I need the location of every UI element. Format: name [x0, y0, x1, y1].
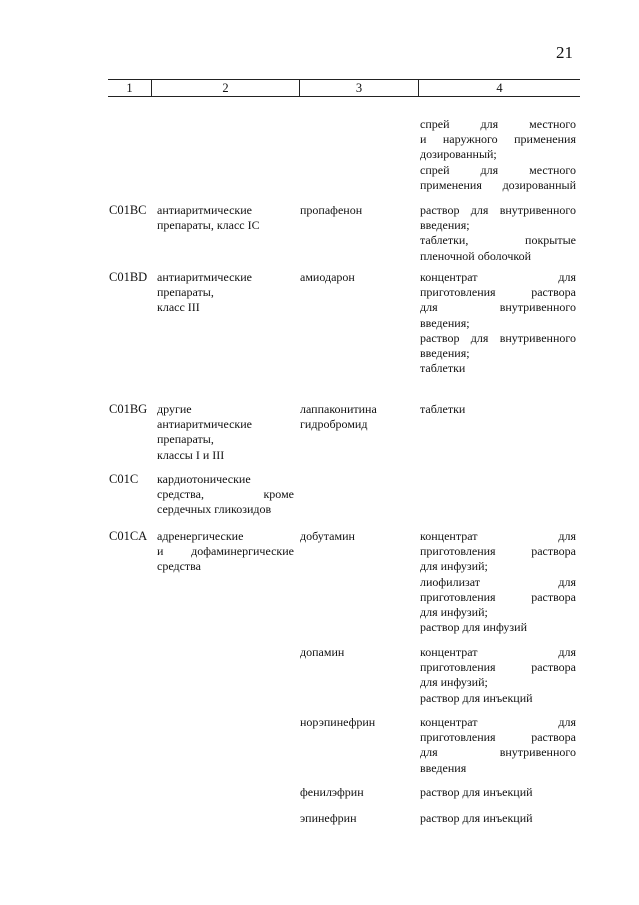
- drug-line: гидробромид: [300, 417, 368, 432]
- form-line: раствор для инъекций: [420, 785, 533, 799]
- form-line: для инфузий;: [420, 605, 488, 620]
- dosage-forms: [420, 645, 576, 706]
- atc-code: C01CA: [109, 529, 148, 543]
- atc-code: C01C: [109, 472, 139, 486]
- dosage-forms: [420, 529, 576, 635]
- form-line: таблетки: [420, 402, 466, 416]
- form-line: дозированный;: [420, 147, 497, 162]
- header-col-1: 1: [126, 81, 133, 95]
- dosage-forms: [420, 270, 576, 376]
- group-name: [157, 472, 294, 518]
- form-line: концентрат для: [420, 645, 576, 659]
- group-line: средства, кроме: [157, 487, 294, 502]
- form-line: лиофилизат для: [420, 574, 576, 589]
- form-line: введения;: [420, 315, 470, 330]
- group-line: антиаритмические: [157, 417, 252, 432]
- page-number: 21: [556, 43, 573, 62]
- form-line: таблетки, покрытые: [420, 233, 576, 248]
- group-line: кардиотонические: [157, 472, 251, 486]
- dosage-forms: [420, 715, 576, 776]
- form-line: раствор для инъекций: [420, 811, 533, 825]
- group-line: другие: [157, 402, 192, 416]
- form-line: спрей для местного: [420, 117, 576, 131]
- drug-line: амиодарон: [300, 270, 355, 284]
- form-line: раствор для инфузий: [420, 620, 527, 635]
- group-line: класс III: [157, 300, 200, 315]
- drug-line: добутамин: [300, 529, 355, 543]
- form-line: раствор для инъекций: [420, 690, 533, 705]
- form-line: концентрат для: [420, 715, 576, 729]
- group-line: препараты,: [157, 285, 214, 300]
- group-line: препараты, класс IC: [157, 218, 260, 233]
- form-line: пленочной оболочкой: [420, 248, 532, 263]
- header-col-3: 3: [299, 80, 418, 96]
- drug-name: [300, 715, 410, 730]
- form-line: концентрат для: [420, 270, 576, 284]
- group-line: антиаритмические: [157, 270, 252, 284]
- group-name: [157, 203, 294, 233]
- group-line: сердечных гликозидов: [157, 502, 272, 517]
- drug-name: [300, 203, 410, 218]
- form-line: приготовления раствора: [420, 544, 576, 559]
- drug-line: фенилэфрин: [300, 785, 364, 799]
- drug-name: [300, 529, 410, 544]
- drug-name: [300, 645, 410, 660]
- header-col-2: 2: [151, 80, 299, 96]
- dosage-forms: [420, 785, 576, 800]
- dosage-forms: [420, 402, 576, 417]
- form-line: приготовления раствора: [420, 589, 576, 604]
- drug-line: норэпинефрин: [300, 715, 376, 729]
- form-line: приготовления раствора: [420, 660, 576, 675]
- dosage-forms: [420, 117, 576, 193]
- table-header: [108, 79, 580, 97]
- group-line: препараты,: [157, 432, 214, 447]
- form-line: приготовления раствора: [420, 730, 576, 745]
- atc-code: C01BD: [109, 270, 148, 284]
- form-line: введения: [420, 760, 467, 775]
- form-line: введения;: [420, 346, 470, 361]
- drug-line: эпинефрин: [300, 811, 357, 825]
- dosage-forms: [420, 203, 576, 264]
- group-name: [157, 402, 294, 463]
- form-line: для инфузий;: [420, 675, 488, 690]
- form-line: применения дозированный: [420, 177, 576, 192]
- group-name: [157, 270, 294, 316]
- form-line: введения;: [420, 218, 470, 233]
- group-line: адренергические: [157, 529, 244, 543]
- form-line: и наружного применения: [420, 132, 576, 147]
- form-line: таблетки: [420, 361, 466, 376]
- drug-line: допамин: [300, 645, 345, 659]
- atc-code: C01BC: [109, 203, 147, 217]
- group-line: и дофаминергические: [157, 544, 294, 559]
- group-line: антиаритмические: [157, 203, 252, 217]
- drug-name: [300, 785, 410, 800]
- form-line: приготовления раствора: [420, 285, 576, 300]
- drug-line: лаппаконитина: [300, 402, 377, 416]
- form-line: для внутривенного: [420, 300, 576, 315]
- form-line: для инфузий;: [420, 559, 488, 574]
- form-line: спрей для местного: [420, 162, 576, 177]
- group-name: [157, 529, 294, 575]
- group-line: средства: [157, 559, 202, 574]
- atc-code: C01BG: [109, 402, 148, 416]
- drug-name: [300, 402, 410, 432]
- form-line: раствор для внутривенного: [420, 330, 576, 345]
- dosage-forms: [420, 811, 576, 826]
- form-line: раствор для внутривенного: [420, 203, 576, 217]
- header-col-4: 4: [418, 80, 580, 96]
- form-line: концентрат для: [420, 529, 576, 543]
- drug-line: пропафенон: [300, 203, 363, 217]
- drug-name: [300, 270, 410, 285]
- form-line: для внутривенного: [420, 745, 576, 760]
- drug-name: [300, 811, 410, 826]
- group-line: классы I и III: [157, 447, 225, 462]
